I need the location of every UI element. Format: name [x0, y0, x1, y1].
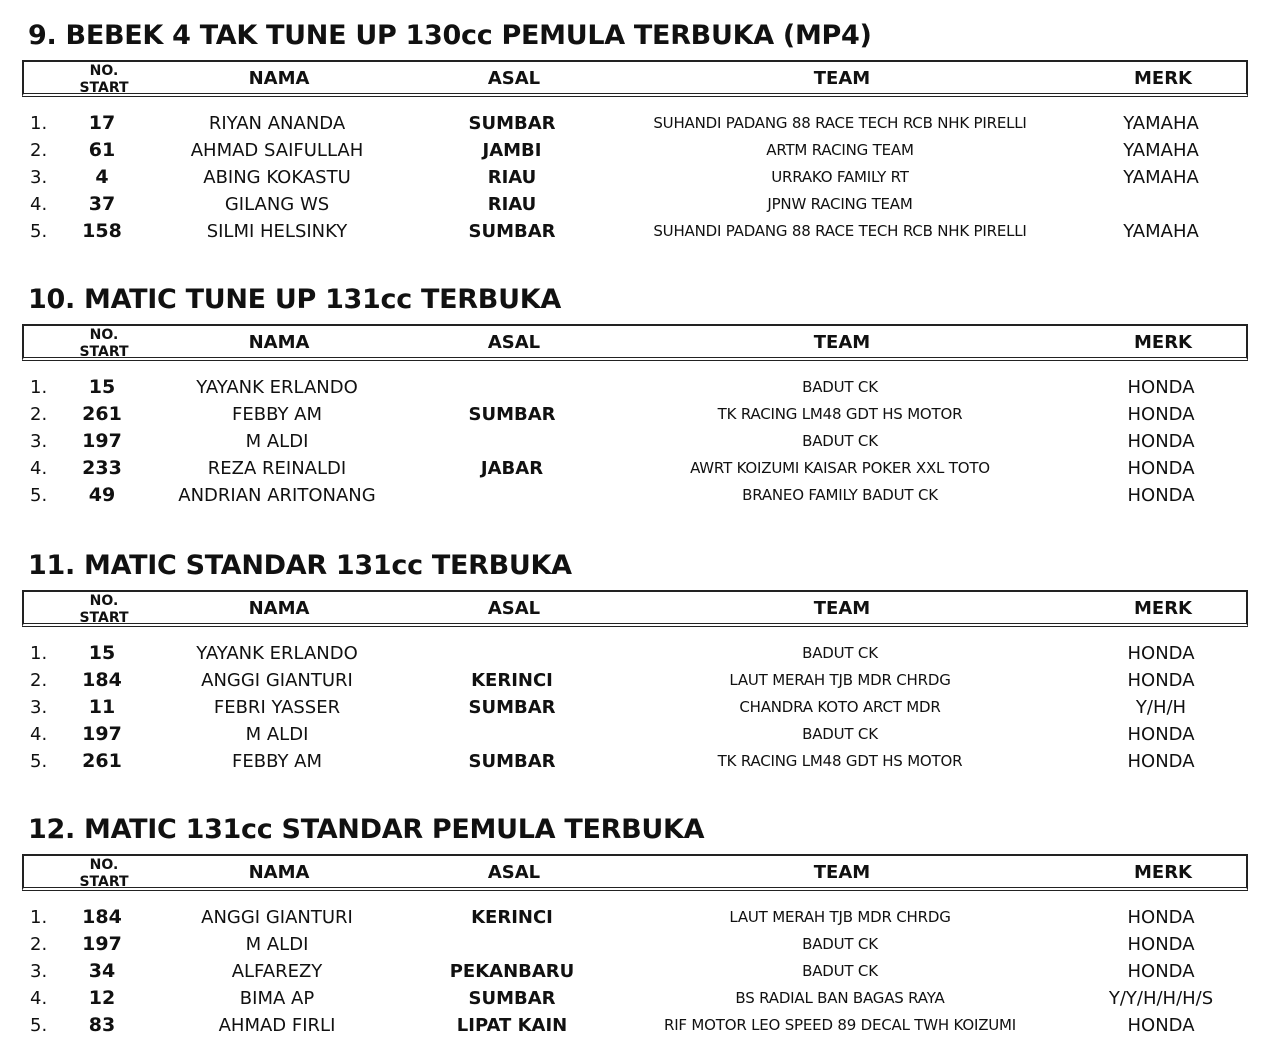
table-header [22, 854, 1248, 891]
header-team: TEAM [813, 68, 871, 89]
table-row [0, 218, 1280, 245]
header-nama: NAMA [248, 862, 310, 883]
header-no-line2: START [79, 80, 129, 96]
table-row [0, 958, 1280, 985]
origin: LIPAT KAIN [456, 1015, 568, 1036]
team-name: ARTM RACING TEAM [766, 141, 914, 159]
start-number: 17 [88, 112, 116, 134]
start-number: 261 [82, 403, 122, 425]
table-row [0, 110, 1280, 137]
rider-name: M ALDI [245, 724, 309, 745]
brand: HONDA [1127, 934, 1195, 955]
header-no-start [62, 857, 146, 891]
team-name: BADUT CK [802, 644, 878, 662]
position: 1. [30, 907, 48, 928]
team-name: SUHANDI PADANG 88 RACE TECH RCB NHK PIRELLI [653, 114, 1027, 132]
team-name: BADUT CK [802, 935, 878, 953]
header-asal: ASAL [487, 68, 541, 89]
header-no-line1: NO. [89, 63, 119, 79]
table-row [0, 482, 1280, 509]
header-team: TEAM [813, 862, 871, 883]
rider-name: YAYANK ERLANDO [196, 377, 358, 398]
table-header [22, 60, 1248, 97]
team-name: JPNW RACING TEAM [767, 195, 913, 213]
start-number: 15 [88, 642, 116, 664]
brand: HONDA [1127, 724, 1195, 745]
origin: SUMBAR [468, 697, 556, 718]
brand: Y/Y/H/H/H/S [1108, 988, 1214, 1009]
origin: SUMBAR [468, 221, 556, 242]
section-title: 12. MATIC 131cc STANDAR PEMULA TERBUKA [28, 814, 705, 845]
table-row [0, 640, 1280, 667]
start-number: 37 [88, 193, 116, 215]
table-row [0, 137, 1280, 164]
team-name: BADUT CK [802, 378, 878, 396]
rider-name: ANDRIAN ARITONANG [178, 485, 376, 506]
position: 4. [30, 724, 48, 745]
table-row [0, 1012, 1280, 1039]
rider-name: FEBBY AM [232, 751, 322, 772]
header-no-line2: START [79, 344, 129, 360]
brand: HONDA [1127, 377, 1195, 398]
table-row [0, 931, 1280, 958]
section-title: 11. MATIC STANDAR 131cc TERBUKA [28, 550, 572, 581]
position: 5. [30, 751, 48, 772]
rider-name: ANGGI GIANTURI [201, 670, 353, 691]
start-number: 197 [82, 933, 122, 955]
brand: HONDA [1127, 458, 1195, 479]
origin: PEKANBARU [449, 961, 575, 982]
team-name: SUHANDI PADANG 88 RACE TECH RCB NHK PIRELLI [653, 222, 1027, 240]
header-no-start [62, 63, 146, 97]
brand: HONDA [1127, 751, 1195, 772]
origin: SUMBAR [468, 113, 556, 134]
header-nama: NAMA [248, 68, 310, 89]
start-number: 61 [88, 139, 116, 161]
brand: Y/H/H [1135, 697, 1187, 718]
team-name: RIF MOTOR LEO SPEED 89 DECAL TWH KOIZUMI [663, 1016, 1017, 1034]
position: 1. [30, 643, 48, 664]
start-number: 184 [82, 906, 122, 928]
rider-name: AHMAD SAIFULLAH [190, 140, 364, 161]
table-row [0, 985, 1280, 1012]
table-row [0, 748, 1280, 775]
brand: HONDA [1127, 1015, 1195, 1036]
origin: KERINCI [471, 907, 553, 928]
table-header [22, 590, 1248, 627]
team-name: BADUT CK [802, 962, 878, 980]
race-class-section [0, 264, 1280, 528]
brand: YAMAHA [1123, 113, 1199, 134]
start-number: 49 [88, 484, 116, 506]
position: 3. [30, 167, 48, 188]
origin [420, 721, 604, 748]
brand: YAMAHA [1123, 167, 1199, 188]
rider-name: RIYAN ANANDA [208, 113, 346, 134]
position: 4. [30, 194, 48, 215]
position: 2. [30, 140, 48, 161]
position: 1. [30, 113, 48, 134]
rider-name: ABING KOKASTU [203, 167, 351, 188]
team-name: BADUT CK [802, 432, 878, 450]
position: 3. [30, 697, 48, 718]
team-name: LAUT MERAH TJB MDR CHRDG [729, 908, 951, 926]
brand: YAMAHA [1123, 221, 1199, 242]
table-row [0, 374, 1280, 401]
team-name: CHANDRA KOTO ARCT MDR [739, 698, 941, 716]
position: 5. [30, 1015, 48, 1036]
header-team: TEAM [813, 332, 871, 353]
start-number: 197 [82, 723, 122, 745]
team-name: TK RACING LM48 GDT HS MOTOR [717, 752, 963, 770]
table-row [0, 191, 1280, 218]
position: 2. [30, 404, 48, 425]
start-number: 34 [88, 960, 116, 982]
origin: SUMBAR [468, 404, 556, 425]
start-number: 12 [88, 987, 116, 1009]
position: 3. [30, 961, 48, 982]
table-row [0, 694, 1280, 721]
team-name: LAUT MERAH TJB MDR CHRDG [729, 671, 951, 689]
origin [420, 428, 604, 455]
position: 3. [30, 431, 48, 452]
table-row [0, 721, 1280, 748]
start-number: 83 [88, 1014, 116, 1036]
origin: RIAU [487, 194, 537, 215]
start-number: 197 [82, 430, 122, 452]
origin: JABAR [480, 458, 544, 479]
rider-name: REZA REINALDI [207, 458, 347, 479]
rider-name: BIMA AP [239, 988, 315, 1009]
start-number: 158 [82, 220, 122, 242]
table-row [0, 401, 1280, 428]
start-number: 4 [95, 166, 109, 188]
origin [420, 931, 604, 958]
start-number: 233 [82, 457, 122, 479]
team-name: BS RADIAL BAN BAGAS RAYA [735, 989, 945, 1007]
header-asal: ASAL [487, 332, 541, 353]
brand: YAMAHA [1123, 140, 1199, 161]
header-no-line1: NO. [89, 857, 119, 873]
header-no-start [62, 327, 146, 361]
header-no-line2: START [79, 610, 129, 626]
position: 5. [30, 221, 48, 242]
table-row [0, 667, 1280, 694]
header-nama: NAMA [248, 598, 310, 619]
position: 1. [30, 377, 48, 398]
header-merk: MERK [1133, 332, 1193, 353]
team-name: URRAKO FAMILY RT [771, 168, 909, 186]
origin: KERINCI [471, 670, 553, 691]
position: 2. [30, 934, 48, 955]
origin: JAMBI [482, 140, 542, 161]
race-class-section [0, 530, 1280, 794]
brand: HONDA [1127, 670, 1195, 691]
header-nama: NAMA [248, 332, 310, 353]
start-number: 184 [82, 669, 122, 691]
team-name: AWRT KOIZUMI KAISAR POKER XXL TOTO [690, 459, 990, 477]
brand: HONDA [1127, 961, 1195, 982]
team-name: TK RACING LM48 GDT HS MOTOR [717, 405, 963, 423]
rider-name: ANGGI GIANTURI [201, 907, 353, 928]
brand: HONDA [1127, 431, 1195, 452]
origin [420, 482, 604, 509]
header-no-line1: NO. [89, 593, 119, 609]
header-merk: MERK [1133, 598, 1193, 619]
header-asal: ASAL [487, 862, 541, 883]
position: 5. [30, 485, 48, 506]
table-row [0, 164, 1280, 191]
header-asal: ASAL [487, 598, 541, 619]
rider-name: M ALDI [245, 934, 309, 955]
race-class-section [0, 794, 1280, 1058]
rider-name: GILANG WS [224, 194, 330, 215]
rider-name: M ALDI [245, 431, 309, 452]
header-no-line1: NO. [89, 327, 119, 343]
position: 2. [30, 670, 48, 691]
start-number: 11 [88, 696, 116, 718]
table-header [22, 324, 1248, 361]
brand: HONDA [1127, 485, 1195, 506]
team-name: BADUT CK [802, 725, 878, 743]
header-merk: MERK [1133, 862, 1193, 883]
origin: RIAU [487, 167, 537, 188]
rider-name: AHMAD FIRLI [218, 1015, 336, 1036]
brand: HONDA [1127, 404, 1195, 425]
rider-name: YAYANK ERLANDO [196, 643, 358, 664]
rider-name: ALFAREZY [231, 961, 323, 982]
header-no-start [62, 593, 146, 627]
table-row [0, 904, 1280, 931]
team-name: BRANEO FAMILY BADUT CK [742, 486, 938, 504]
brand: HONDA [1127, 643, 1195, 664]
origin: SUMBAR [468, 751, 556, 772]
start-number: 261 [82, 750, 122, 772]
section-title: 9. BEBEK 4 TAK TUNE UP 130cc PEMULA TERBUKA (MP4) [28, 20, 872, 51]
position: 4. [30, 988, 48, 1009]
origin [420, 640, 604, 667]
table-row [0, 428, 1280, 455]
brand [1080, 191, 1242, 218]
header-team: TEAM [813, 598, 871, 619]
race-class-section [0, 0, 1280, 264]
rider-name: FEBBY AM [232, 404, 322, 425]
start-number: 15 [88, 376, 116, 398]
brand: HONDA [1127, 907, 1195, 928]
header-no-line2: START [79, 874, 129, 890]
rider-name: FEBRI YASSER [213, 697, 341, 718]
position: 4. [30, 458, 48, 479]
origin [420, 374, 604, 401]
table-row [0, 455, 1280, 482]
header-merk: MERK [1133, 68, 1193, 89]
rider-name: SILMI HELSINKY [206, 221, 348, 242]
section-title: 10. MATIC TUNE UP 131cc TERBUKA [28, 284, 561, 315]
origin: SUMBAR [468, 988, 556, 1009]
